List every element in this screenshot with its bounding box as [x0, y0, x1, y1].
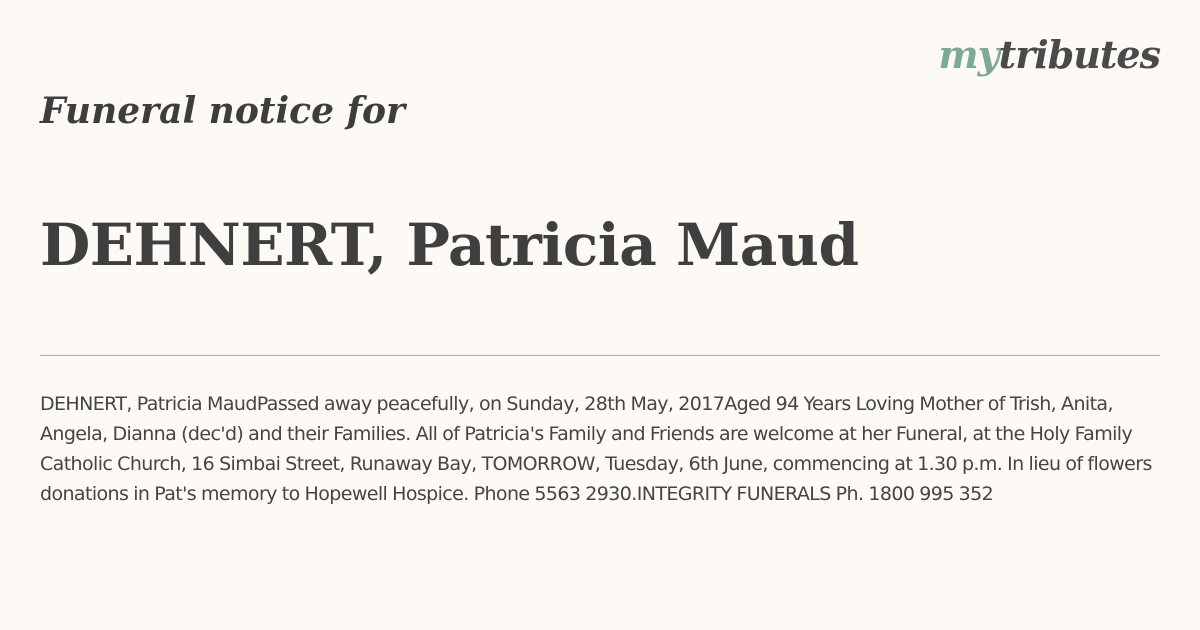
notice-body-text: DEHNERT, Patricia MaudPassed away peacefully, on Sunday, 28th May, 2017Aged 94 Years Loving Mother of Trish, Anita, Angela, Dianna (dec'd) and their Families. All of Patricia's Family and Friends are welcome at her Funeral, at the Holy Family Catholic Church, 16 Simbai Street, Runaway Bay, TOMORROW, Tuesday, 6th June, commencing at 1.30 p.m. In lieu of flowers donations in Pat's memory to Hopewell Hospice. Phone 5563 2930.INTEGRITY FUNERALS Ph. 1800 995 352 — [40, 393, 1152, 505]
logo-tributes-text: tributes — [998, 32, 1160, 77]
notice-type-label: Funeral notice for — [40, 90, 405, 132]
section-divider — [40, 355, 1160, 356]
deceased-name: DEHNERT, Patricia Maud — [40, 211, 859, 279]
mytributes-logo[interactable] — [938, 32, 1160, 77]
logo-my-text: my — [938, 32, 999, 77]
